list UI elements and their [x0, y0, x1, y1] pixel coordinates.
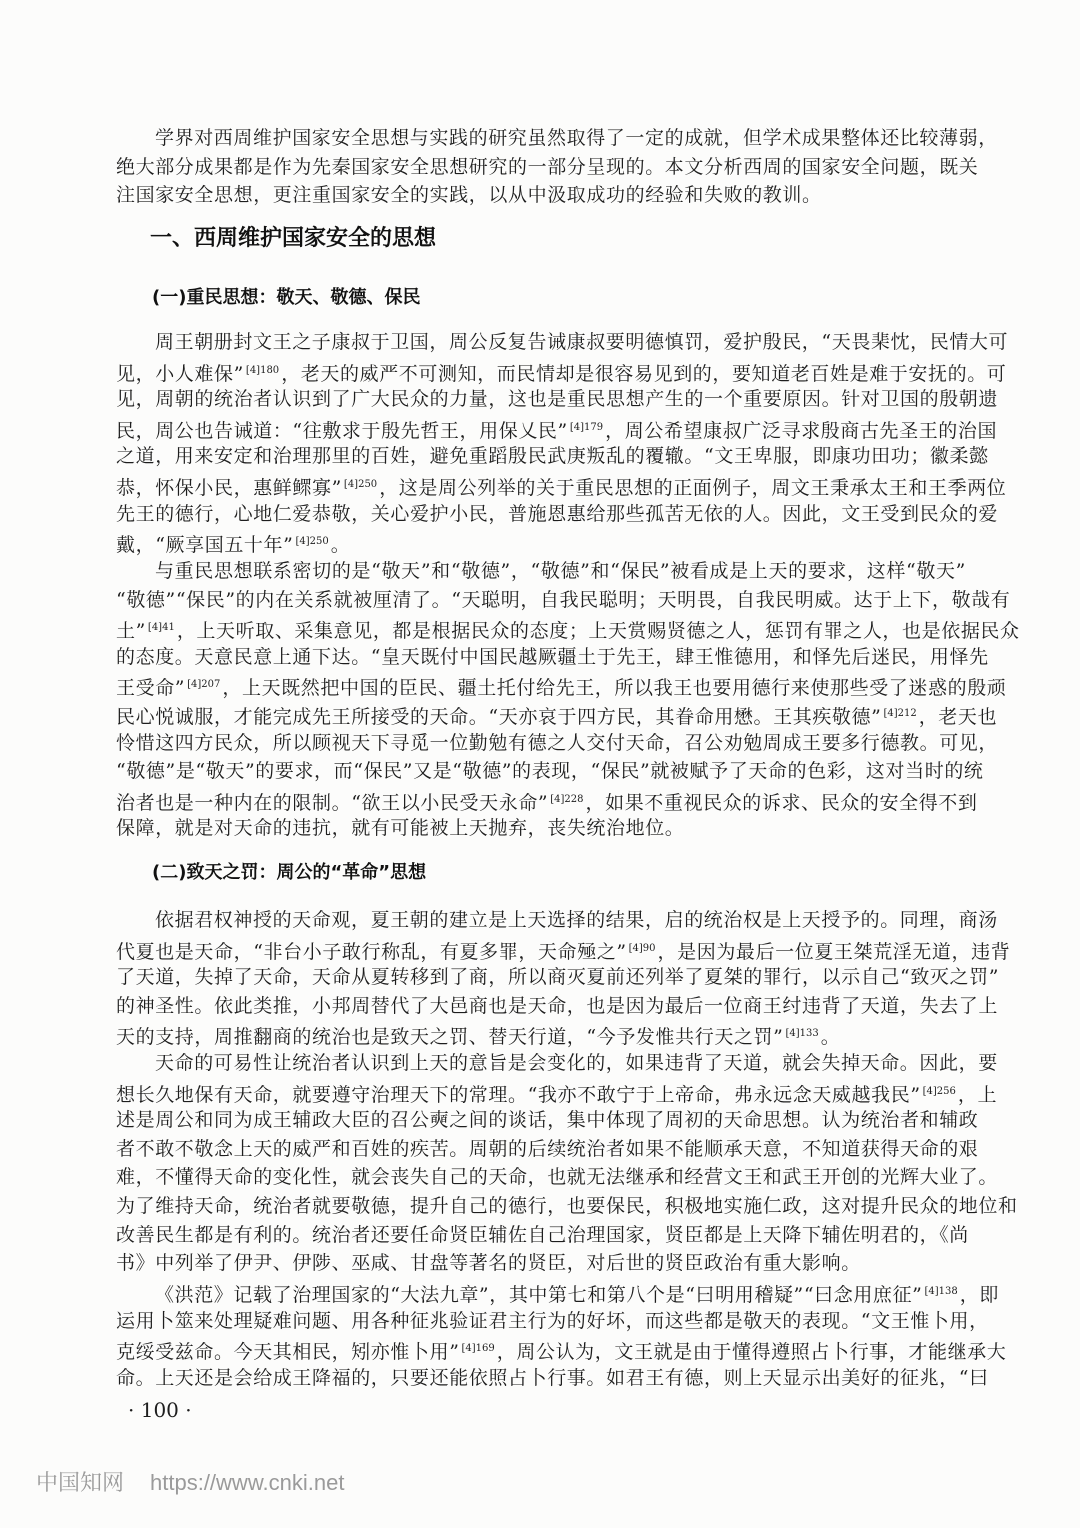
watermark-url: https://www.cnki.net — [150, 1470, 345, 1495]
text-line — [116, 1249, 966, 1278]
text-run: 克绥受兹命。今天其相民，矧亦惟卜用” — [116, 1341, 460, 1364]
text-line — [116, 757, 984, 786]
text-line — [116, 935, 1011, 964]
citation-superscript: [4]41 — [147, 622, 175, 634]
text-line — [116, 1335, 1007, 1364]
text-line — [116, 729, 999, 758]
body-paragraph — [116, 124, 998, 210]
citation-superscript: [4]169 — [461, 1343, 495, 1355]
body-paragraph — [116, 328, 1009, 557]
text-run: 绝大部分成果都是作为先秦国家安全思想研究的一部分呈现的。本文分析西周的国家安全问题，既关 — [116, 155, 979, 178]
cnki-watermark — [36, 1468, 344, 1498]
text-line — [116, 814, 966, 843]
text-run: 想长久地保有天命，就要遵守治理天下的常理。“我亦不敢宁于上帝命，弗永远念天威越我民” — [116, 1083, 921, 1106]
text-line — [116, 614, 1020, 643]
text-run: 代夏也是天命，“非台小子敢行称乱，有夏多罪，天命殛之” — [116, 940, 627, 963]
text-run: 治者也是一种内在的限制。“欲王以小民受天永命” — [116, 791, 549, 814]
text-run: ，老天也 — [918, 705, 998, 728]
text-run: ，上天既然把中国的臣民、疆土托付给先王，所以我王也要用德行来使那些受了迷惑的殷顽 — [222, 677, 1007, 700]
text-run: 学界对西周维护国家安全思想与实践的研究虽然取得了一定的成就，但学术成果整体还比较薄弱， — [155, 127, 998, 149]
text-run: 王受命” — [116, 677, 186, 700]
body-paragraph — [116, 1049, 1018, 1278]
text-line — [116, 442, 989, 471]
text-run: ，老天的威严不可测知，而民情却是很容易见到的，要知道老百姓是难于安抚的。可 — [281, 362, 1007, 385]
text-line — [116, 385, 999, 414]
text-run: 。 — [820, 1026, 841, 1049]
text-line — [116, 1135, 979, 1164]
text-line — [116, 786, 978, 815]
text-run: 民心悦诚服，才能完成先王所接受的天命。“天亦哀于四方民，其眷命用懋。王其疾敬德” — [116, 705, 882, 728]
text-run: 依据君权神授的天命观，夏王朝的建立是上天选择的结果，启的统治权是上天授予的。同理，商汤 — [155, 909, 998, 931]
text-line — [116, 414, 998, 443]
text-line — [116, 671, 1007, 700]
citation-superscript: [4]138 — [924, 1286, 958, 1297]
text-line — [116, 643, 989, 672]
text-line — [116, 471, 1007, 500]
citation-superscript: [4]256 — [922, 1085, 956, 1097]
citation-superscript: [4]250 — [295, 536, 329, 548]
text-line — [116, 124, 998, 153]
text-run: 见，小人难保” — [116, 362, 244, 385]
text-line — [116, 1078, 998, 1107]
text-run: 保障，就是对天命的违抗，就有可能被上天抛弃，丧失统治地位。 — [116, 817, 685, 840]
text-line — [116, 357, 1007, 386]
text-line — [116, 1049, 998, 1078]
text-run: 难，不懂得天命的变化性，就会丧失自己的天命，也就无法继承和经营文王和武王开创的光辉大业了。 — [116, 1166, 999, 1189]
text-line — [116, 528, 966, 557]
text-line — [116, 906, 998, 935]
citation-superscript: [4]207 — [187, 679, 221, 691]
text-line — [116, 700, 998, 729]
text-run: ，这是周公列举的关于重民思想的正面例子，周文王秉承太王和王季两位 — [379, 476, 1007, 499]
text-run: ，即 — [959, 1284, 999, 1306]
text-run: ，如果不重视民众的诉求、民众的安全得不到 — [585, 791, 978, 814]
text-run: 恭，怀保小民，惠鲜鳏寡” — [116, 476, 342, 499]
text-run: 戴，“厥享国五十年” — [116, 534, 294, 557]
text-line — [116, 992, 999, 1021]
text-line — [116, 181, 966, 210]
body-paragraph — [116, 557, 1020, 843]
text-run: 先王的德行，心地仁爱恭敬，关心爱护小民，普施恩惠给那些孤苦无依的人。因此，文王受到民众的爱 — [116, 502, 999, 525]
text-run: 与重民思想联系密切的是“敬天”和“敬德”，“敬德”和“保民”被看成是上天的要求，这样“敬天” — [155, 560, 966, 582]
text-run: 注国家安全思想，更注重国家安全的实践，以从中汲取成功的经验和失败的教训。 — [116, 184, 822, 207]
text-line — [116, 1278, 999, 1307]
text-run: 的态度。天意民意上通下达。“皇天既付中国民越厥疆土于先王，肆王惟德用，和怿先后迷民，用怿先 — [116, 645, 989, 668]
citation-superscript: [4]228 — [550, 793, 584, 805]
text-run: 《洪范》记载了治理国家的“大法九章”，其中第七和第八个是“曰明用稽疑”“曰念用庶征” — [155, 1284, 923, 1306]
text-line — [116, 1307, 989, 1336]
text-run: 周王朝册封文王之子康叔于卫国，周公反复告诫康叔要明德慎罚，爱护殷民，“天畏棐忱，民情大可 — [155, 331, 1009, 353]
text-line — [116, 1106, 979, 1135]
text-run: 的神圣性。依此类推，小邦周替代了大邑商也是天命，也是因为最后一位商王纣违背了天道，失去了上 — [116, 994, 999, 1017]
citation-superscript: [4]180 — [245, 364, 280, 376]
text-run: 书》中列举了伊尹、伊陟、巫咸、甘盘等著名的贤臣，对后世的贤臣政治有重大影响。 — [116, 1252, 861, 1275]
text-run: ，上 — [957, 1083, 998, 1106]
citation-superscript: [4]179 — [569, 421, 604, 433]
text-line — [116, 1192, 1018, 1221]
text-run: 了天道，失掉了天命，天命从夏转移到了商，所以商灭夏前还列举了夏桀的罪行，以示自己“致灭之罚” — [116, 966, 1000, 989]
text-line — [116, 500, 999, 529]
text-line — [116, 1221, 969, 1250]
text-run: 天的支持，周推翻商的统治也是致天之罚、替天行道，“今予发惟共行天之罚” — [116, 1026, 784, 1049]
text-line — [116, 1364, 989, 1393]
text-run: 怜惜这四方民众，所以顾视天下寻觅一位勤勉有德之人交付天命，召公劝勉周成王要多行德教。可见， — [116, 731, 999, 754]
text-run: 述是周公和同为成王辅政大臣的召公奭之间的谈话，集中体现了周初的天命思想。认为统治者和辅政 — [116, 1109, 979, 1132]
text-line — [116, 1163, 999, 1192]
citation-superscript: [4]90 — [628, 942, 656, 954]
text-run: 运用卜筮来处理疑难问题、用各种征兆验证君主行为的好坏，而这些都是敬天的表现。“文王惟卜用， — [116, 1309, 989, 1332]
subsection-heading: (一)重民思想：敬天、敬德、保民 — [152, 287, 421, 308]
text-line — [116, 153, 979, 182]
text-line — [116, 328, 1009, 357]
citation-superscript: [4]212 — [883, 707, 917, 719]
text-run: ，周公希望康叔广泛寻求殷商古先圣王的治国 — [605, 419, 998, 442]
text-run: 改善民生都是有利的。统治者还要任命贤臣辅佐自己治理国家，贤臣都是上天降下辅佐明君的，《尚 — [116, 1223, 969, 1246]
watermark-brand: 中国知网 — [36, 1470, 125, 1495]
body-paragraph — [116, 906, 1011, 1049]
text-run: 土” — [116, 620, 146, 643]
text-run: 见，周朝的统治者认识到了广大民众的力量，这也是重民思想产生的一个重要原因。针对卫国的殷朝遗 — [116, 388, 999, 411]
body-paragraph — [116, 1278, 1007, 1392]
text-run: 。 — [330, 534, 351, 557]
text-line — [116, 1020, 966, 1049]
text-run: 为了维持天命，统治者就要敬德，提升自己的德行，也要保民，积极地实施仁政，这对提升民众的地位和 — [116, 1194, 1018, 1217]
text-run: 者不敢不敬念上天的威严和百姓的疾苦。周朝的后续统治者如果不能顺承天意，不知道获得天命的艰 — [116, 1137, 979, 1160]
text-run: 之道，用来安定和治理那里的百姓，避免重蹈殷民武庚叛乱的覆辙。“文王卑服，即康功田功；徽柔懿 — [116, 445, 989, 468]
citation-superscript: [4]133 — [785, 1028, 819, 1040]
section-heading: 一、西周维护国家安全的思想 — [150, 226, 437, 251]
text-run: 天命的可易性让统治者认识到上天的意旨是会变化的，如果违背了天道，就会失掉天命。因此，要 — [155, 1052, 998, 1074]
text-run: 命。上天还是会给成王降福的，只要还能依照占卜行事。如君王有德，则上天显示出美好的征兆，“曰 — [116, 1366, 989, 1389]
subsection-heading: (二)致天之罚：周公的“革命”思想 — [152, 862, 427, 883]
text-run: 民，周公也告诫道：“往敷求于殷先哲王，用保乂民” — [116, 419, 568, 442]
text-run: ，上天听取、采集意见，都是根据民众的态度；上天赏赐贤德之人，惩罚有罪之人，也是依据民众 — [176, 620, 1020, 643]
text-run: “敬德”“保民”的内在关系就被厘清了。“天聪明，自我民聪明；天明畏，自我民明威。达于上下，敬哉有 — [116, 588, 1011, 611]
citation-superscript: [4]250 — [343, 478, 378, 490]
text-run: ，是因为最后一位夏王桀荒淫无道，违背 — [657, 940, 1011, 963]
text-run: “敬德”是“敬天”的要求，而“保民”又是“敬德”的表现，“保民”就被赋予了天命的色彩，这对当时的统 — [116, 760, 984, 783]
text-line — [116, 557, 966, 586]
text-line — [116, 963, 1000, 992]
page-number: · 100 · — [128, 1398, 192, 1422]
text-line — [116, 586, 1011, 615]
text-run: ，周公认为，文王就是由于懂得遵照占卜行事，才能继承大 — [496, 1341, 1007, 1364]
